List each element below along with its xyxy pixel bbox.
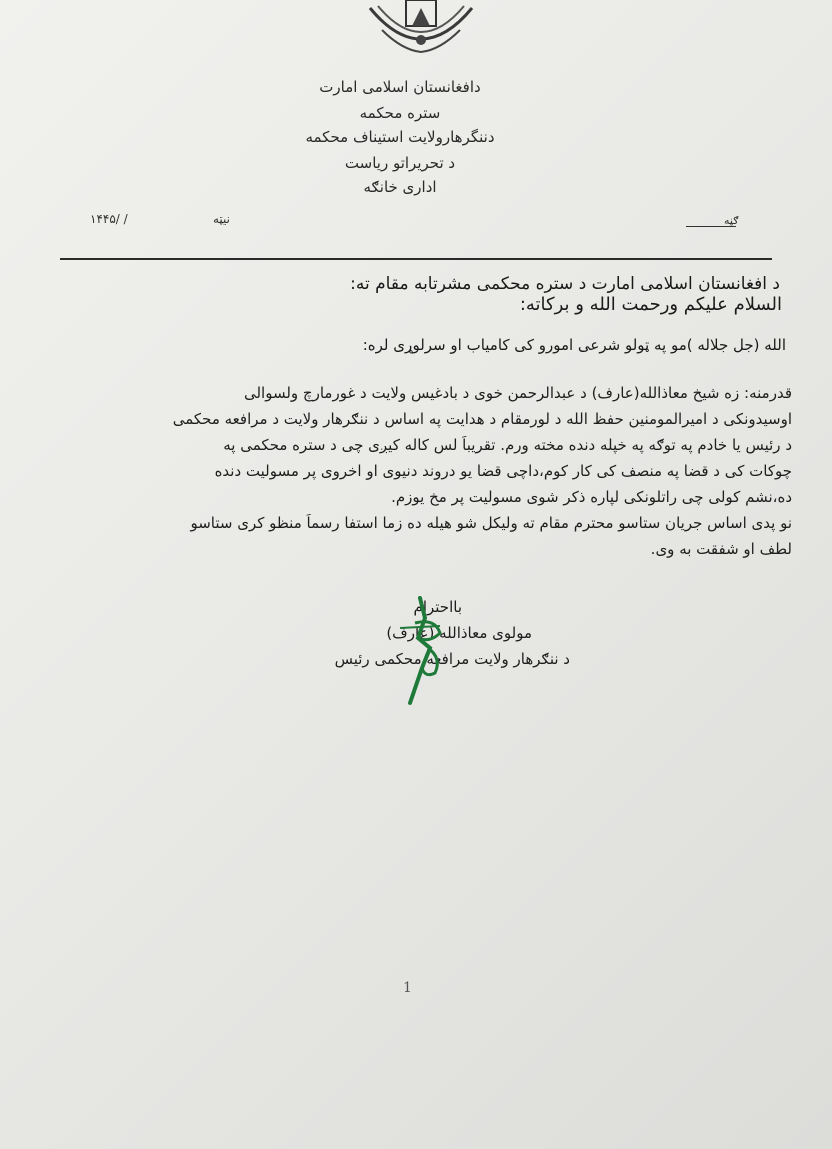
page-number: 1 xyxy=(403,980,412,996)
closing-respect: بااحترام xyxy=(413,598,462,616)
blessing-line: الله (جل جلاله )مو په ټولو شرعی امورو کی کامیاب او سرلوړی لره: xyxy=(362,336,786,354)
header-appeal-court: دننگرهارولایت استیناف محکمه xyxy=(305,128,495,146)
header-emirate: دافغانستان اسلامی امارت xyxy=(319,78,481,96)
addressee-line: د افغانستان اسلامی امارت د ستره محکمی مشرتابه مقام ته: xyxy=(350,274,780,294)
date-label: نیټه xyxy=(212,212,230,226)
header-department: اداری خانګه xyxy=(363,178,437,196)
header-directorate: د تحریراتو ریاست xyxy=(344,154,456,172)
body-line-2: اوسیدونکی د امیرالمومنین حفظ الله د لورمقام د هدایت په اساس د ننګرهار ولایت د مرافعه محکمی xyxy=(172,410,792,428)
date-line xyxy=(90,212,230,226)
header-divider xyxy=(60,258,772,260)
date-value: / /۱۴۴۵ xyxy=(90,212,128,226)
signer-title: د ننګرهار ولایت مرافعه محکمی رئیس xyxy=(334,650,570,668)
body-line-7: لطف او شفقت به وی. xyxy=(650,540,792,558)
body-line-6: نو پدی اساس جریان ستاسو محترم مقام ته ولیکل شو هیله ده زما استفا رسماً منظو کری ستاسو xyxy=(190,514,792,532)
emirate-emblem-icon xyxy=(362,0,480,62)
body-line-5: ده،نشم کولی چی راتلونکی لپاره ذکر شوی مسولیت پر مخ یوزم. xyxy=(391,488,792,506)
body-line-4: چوکات کی د قضا په منصف کی کار کوم،داچی قضا یو دروند دنیوی او اخروی پر مسولیت دنده xyxy=(214,462,792,480)
signer-name: مولوی معاذالله (عارف) xyxy=(386,624,532,642)
greeting-line: السلام علیکم ورحمت الله و برکاته: xyxy=(519,294,782,315)
body-line-1: قدرمنه: زه شیخ معاذالله(عارف) د عبدالرحمن خوی د بادغیس ولایت د غورمارچ ولسوالی xyxy=(243,384,792,402)
body-line-3: د رئیس یا خادم په توګه په خپله دنده مخته ورم. تقریباً لس کاله کیږی چی د ستره محکمی په xyxy=(223,436,792,454)
number-label: ګڼه xyxy=(724,214,739,227)
header-court: ستره محکمه xyxy=(359,104,441,122)
handwritten-signature-icon xyxy=(380,588,470,708)
